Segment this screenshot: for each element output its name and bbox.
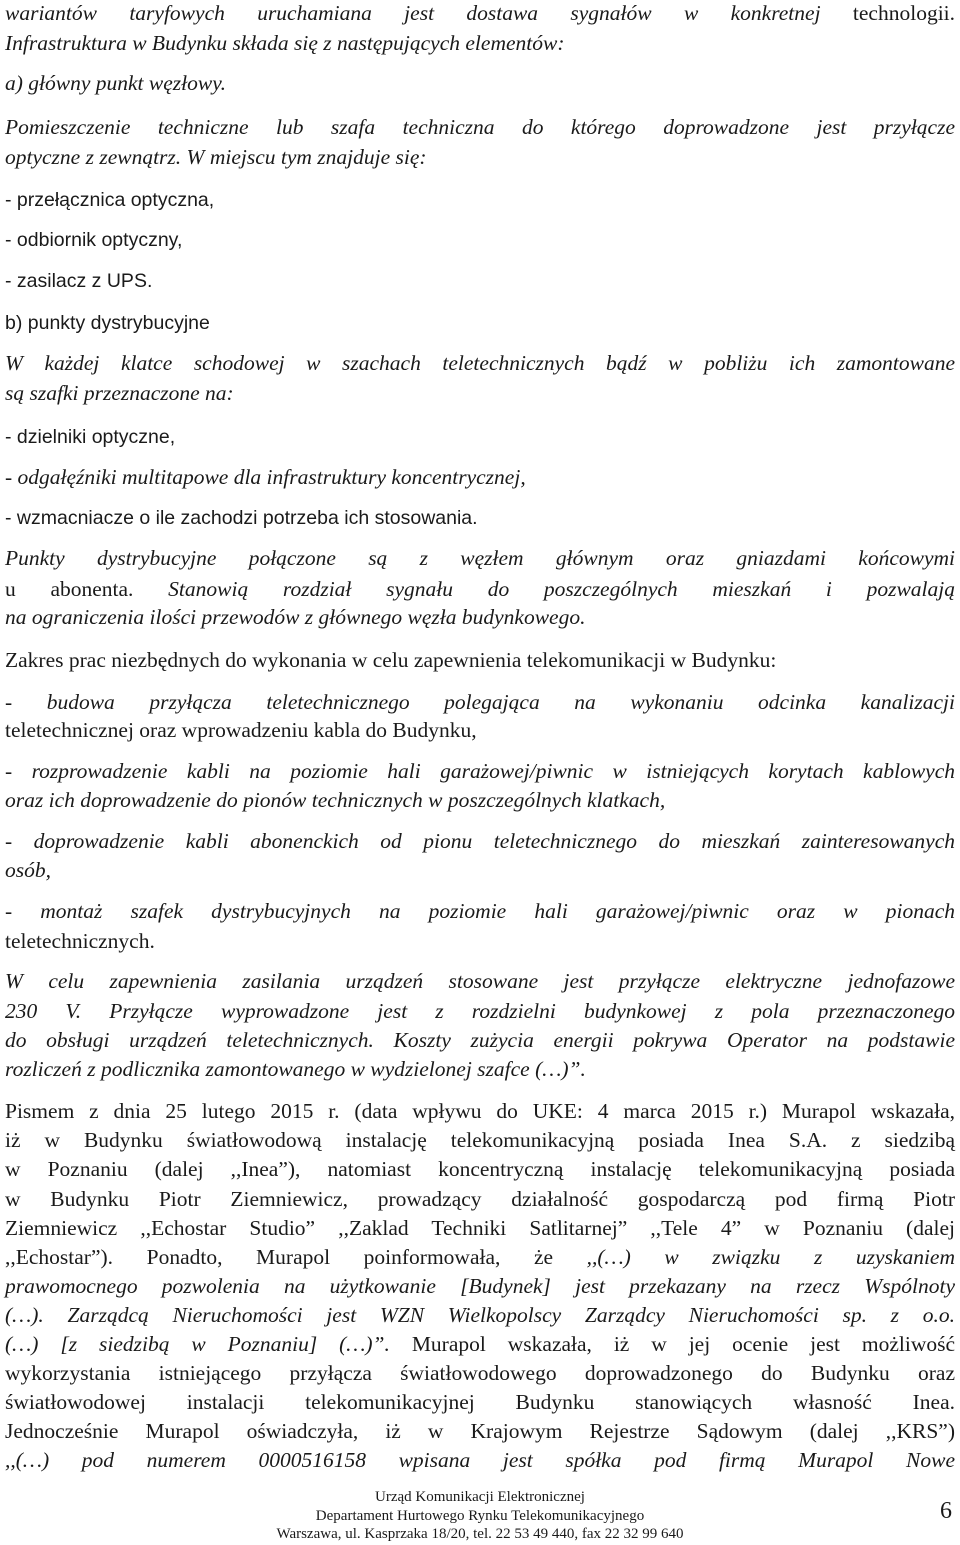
text-line: - doprowadzenie kabli abonenckich od pionu teletechnicznego do mieszkań zainteresowanych: [5, 829, 955, 853]
section-heading: b) punkty dystrybucyjne: [5, 312, 210, 334]
text-line: są szafki przeznaczone na:: [5, 381, 234, 405]
list-item: - dzielniki optyczne,: [5, 426, 176, 448]
page-number: 6: [940, 1498, 952, 1524]
text-line: rozliczeń z podlicznika zamontowanego w wydzielonej szafce (…)”.: [5, 1057, 586, 1081]
text-line: iż w Budynku światłowodową instalację telekomunikacyjną posiada Inea S.A. z siedzibą: [5, 1128, 955, 1152]
text-line: ,,Echostar”). Ponadto, Murapol poinformowała, że ,,(…) w związku z uzyskaniem: [5, 1245, 956, 1269]
text-line: - rozprowadzenie kabli na poziomie hali garażowej/piwnic w istniejących korytach kablowych: [5, 759, 955, 783]
text-line: - montaż szafek dystrybucyjnych na poziomie hali garażowej/piwnic oraz w pionach: [5, 899, 955, 923]
text-line: światłowodowej instalacji telekomunikacyjnej Budynku stanowiących własność Inea.: [5, 1390, 955, 1414]
text-line: ,,(…) pod numerem 0000516158 wpisana jest spółka pod firmą Murapol Nowe: [5, 1448, 955, 1472]
text-line: prawomocnego pozwolenia na użytkowanie [Budynek] jest przekazany na rzecz Wspólnoty: [5, 1274, 955, 1298]
list-item: - odgałęźniki multitapowe dla infrastruktury koncentrycznej,: [5, 465, 526, 489]
text-line: Pomieszczenie techniczne lub szafa techniczna do którego doprowadzone jest przyłącze: [5, 115, 955, 139]
text-line: Zakres prac niezbędnych do wykonania w celu zapewnienia telekomunikacji w Budynku:: [5, 648, 777, 672]
text-line: osób,: [5, 858, 51, 882]
text-line: teletechnicznej oraz wprowadzeniu kabla do Budynku,: [5, 718, 477, 742]
text-line: (…) [z siedzibą w Poznaniu] (…)”. Murapol wskazała, iż w jej ocenie jest możliwość: [5, 1332, 956, 1356]
text-line: W każdej klatce schodowej w szachach teletechnicznych bądź w pobliżu ich zamontowane: [5, 351, 955, 375]
text-line: oraz ich doprowadzenie do pionów technicznych w poszczególnych klatkach,: [5, 788, 666, 812]
list-item: - przełącznica optyczna,: [5, 189, 215, 211]
text-line: u abonenta. Stanowią rozdział sygnału do poszczególnych mieszkań i pozwalają: [5, 577, 955, 601]
text-line: do obsługi urządzeń teletechnicznych. Koszty zużycia energii pokrywa Operator na podstawie: [5, 1028, 955, 1052]
list-item: - wzmacniacze o ile zachodzi potrzeba ich stosowania.: [5, 507, 478, 529]
text-line: w Poznaniu (dalej ,,Inea”), natomiast koncentryczną instalację telekomunikacyjną posiada: [5, 1157, 955, 1181]
list-item: - zasilacz z UPS.: [5, 270, 153, 292]
text-line: wykorzystania istniejącego przyłącza światłowodowego doprowadzonego do Budynku oraz: [5, 1361, 955, 1385]
text-line: a) główny punkt węzłowy.: [5, 71, 226, 95]
footer-institution: Urząd Komunikacji Elektronicznej: [375, 1489, 585, 1505]
text-line: Pismem z dnia 25 lutego 2015 r. (data wpływu do UKE: 4 marca 2015 r.) Murapol wskazała,: [5, 1099, 955, 1123]
text-line: - budowa przyłącza teletechnicznego polegająca na wykonaniu odcinka kanalizacji: [5, 690, 955, 714]
footer-address: Warszawa, ul. Kasprzaka 18/20, tel. 22 53 49 440, fax 22 32 99 640: [276, 1526, 684, 1542]
text-line: Infrastruktura w Budynku składa się z następujących elementów:: [5, 31, 565, 55]
text-line: teletechnicznych.: [5, 929, 155, 953]
text-line: Ziemniewicz ,,Echostar Studio” ,,Zaklad Techniki Satlitarnej” ,,Tele 4” w Poznaniu (dalej: [5, 1216, 955, 1240]
text-line: w Budynku Piotr Ziemniewicz, prowadzący działalność gospodarczą pod firmą Piotr: [5, 1187, 955, 1211]
text-line: W celu zapewnienia zasilania urządzeń stosowane jest przyłącze elektryczne jednofazowe: [5, 969, 955, 993]
text-line: 230 V. Przyłącze wyprowadzone jest z rozdzielni budynkowej z pola przeznaczonego: [5, 999, 955, 1023]
text-line: wariantów taryfowych uruchamiana jest dostawa sygnałów w konkretnej technologii.: [5, 1, 956, 25]
list-item: - odbiornik optyczny,: [5, 229, 183, 251]
text-line: (…). Zarządcą Nieruchomości jest WZN Wielkopolscy Zarządcy Nieruchomości sp. z o.o.: [5, 1303, 955, 1327]
text-line: optyczne z zewnątrz. W miejscu tym znajduje się:: [5, 145, 427, 169]
text-line: Jednocześnie Murapol oświadczyła, iż w Krajowym Rejestrze Sądowym (dalej ,,KRS”): [5, 1419, 955, 1443]
footer-department: Departament Hurtowego Rynku Telekomunikacyjnego: [315, 1508, 645, 1524]
text-line: Punkty dystrybucyjne połączone są z węzłem głównym oraz gniazdami końcowymi: [5, 546, 955, 570]
text-line: na ograniczenia ilości przewodów z głównego węzła budynkowego.: [5, 605, 586, 629]
